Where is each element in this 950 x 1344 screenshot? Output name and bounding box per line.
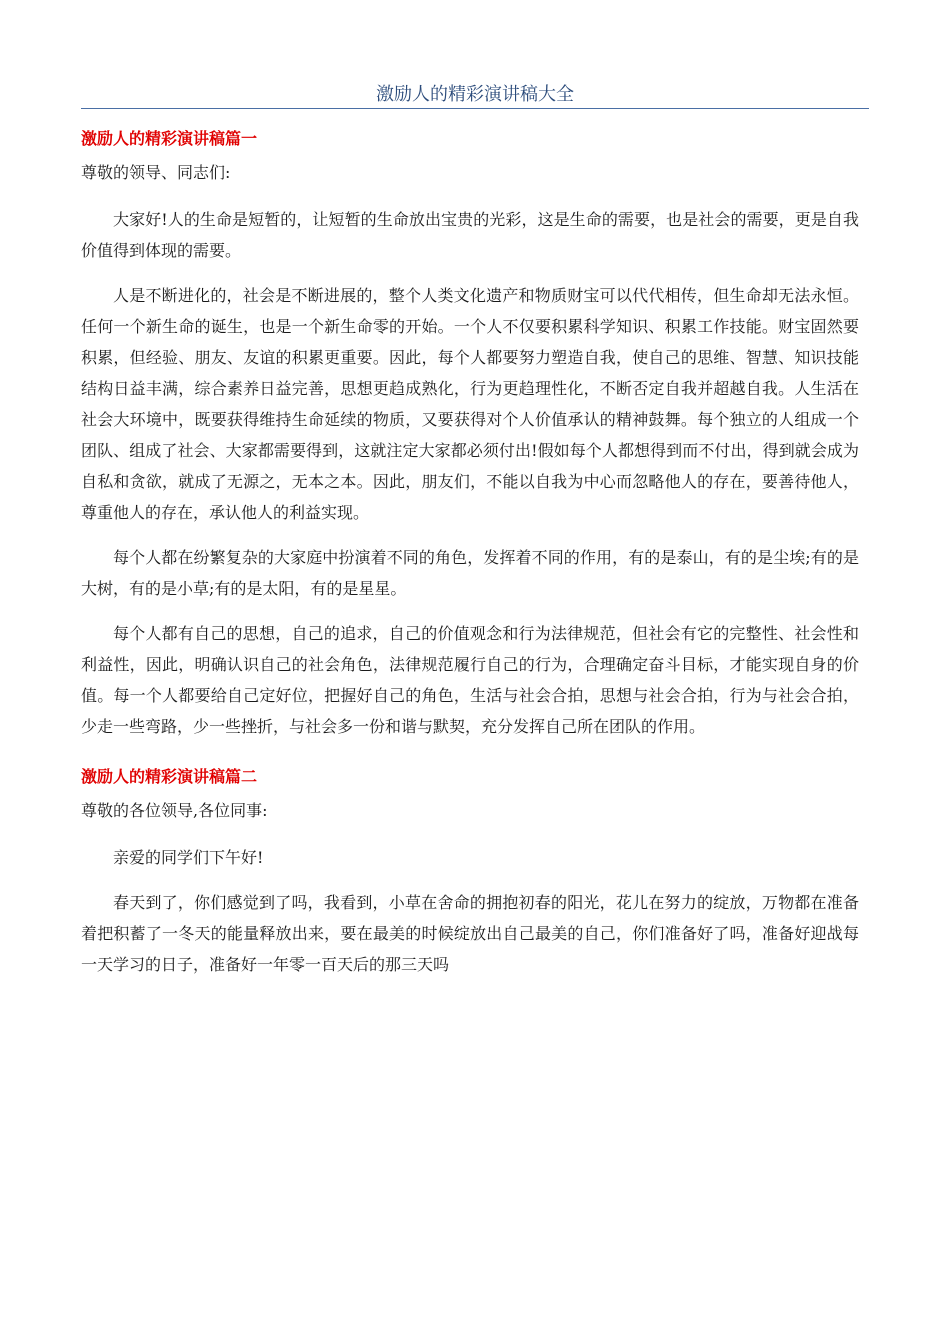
- header-divider: [81, 108, 869, 109]
- section-title: 激励人的精彩演讲稿篇一: [81, 129, 258, 148]
- section-1: [81, 126, 859, 742]
- paragraph: 每个人都在纷繁复杂的大家庭中扮演着不同的角色，发挥着不同的作用，有的是泰山，有的是尘埃;有的是大树，有的是小草;有的是太阳，有的是星星。: [81, 548, 859, 598]
- document-body: [81, 126, 859, 994]
- paragraph: 每个人都有自己的思想，自己的追求，自己的价值观念和行为法律规范，但社会有它的完整性、社会性和利益性，因此，明确认识自己的社会角色，法律规范履行自己的行为，合理确定奋斗目标，才能实现自身的价值。每一个人都要给自己定好位，把握好自己的角色，生活与社会合拍，思想与社会合拍，行为与社会合拍，少走一些弯路，少一些挫折，与社会多一份和谐与默契，充分发挥自己所在团队的作用。: [81, 624, 859, 736]
- page-header-title: 激励人的精彩演讲稿大全: [376, 84, 574, 105]
- section-title: 激励人的精彩演讲稿篇二: [81, 767, 258, 786]
- paragraph: 人是不断进化的，社会是不断进展的，整个人类文化遗产和物质财宝可以代代相传，但生命却无法永恒。任何一个新生命的诞生，也是一个新生命零的开始。一个人不仅要积累科学知识、积累工作技能。财宝固然要积累，但经验、朋友、友谊的积累更重要。因此，每个人都要努力塑造自我，使自己的思维、智慧、知识技能结构日益丰满，综合素养日益完善，思想更趋成熟化，行为更趋理性化，不断否定自我并超越自我。人生活在社会大环境中，既要获得维持生命延续的物质，又要获得对个人价值承认的精神鼓舞。每个独立的人组成一个团队、组成了社会、大家都需要得到，这就注定大家都必须付出!假如每个人都想得到而不付出，得到就会成为自私和贪欲，就成了无源之，无本之本。因此，朋友们，不能以自我为中心而忽略他人的存在，要善待他人，尊重他人的存在，承认他人的利益实现。: [81, 286, 859, 522]
- salutation: 尊敬的领导、同志们:: [81, 163, 231, 182]
- paragraph: 大家好!人的生命是短暂的，让短暂的生命放出宝贵的光彩，这是生命的需要，也是社会的需要，更是自我价值得到体现的需要。: [81, 210, 859, 260]
- salutation: 尊敬的各位领导,各位同事:: [81, 801, 268, 820]
- section-2: [81, 764, 859, 980]
- paragraph: 春天到了，你们感觉到了吗，我看到，小草在舍命的拥抱初春的阳光，花儿在努力的绽放，万物都在准备着把积蓄了一冬天的能量释放出来，要在最美的时候绽放出自己最美的自己，你们准备好了吗，准备好迎战每一天学习的日子，准备好一年零一百天后的那三天吗: [81, 893, 859, 974]
- paragraph: 亲爱的同学们下午好!: [113, 848, 264, 867]
